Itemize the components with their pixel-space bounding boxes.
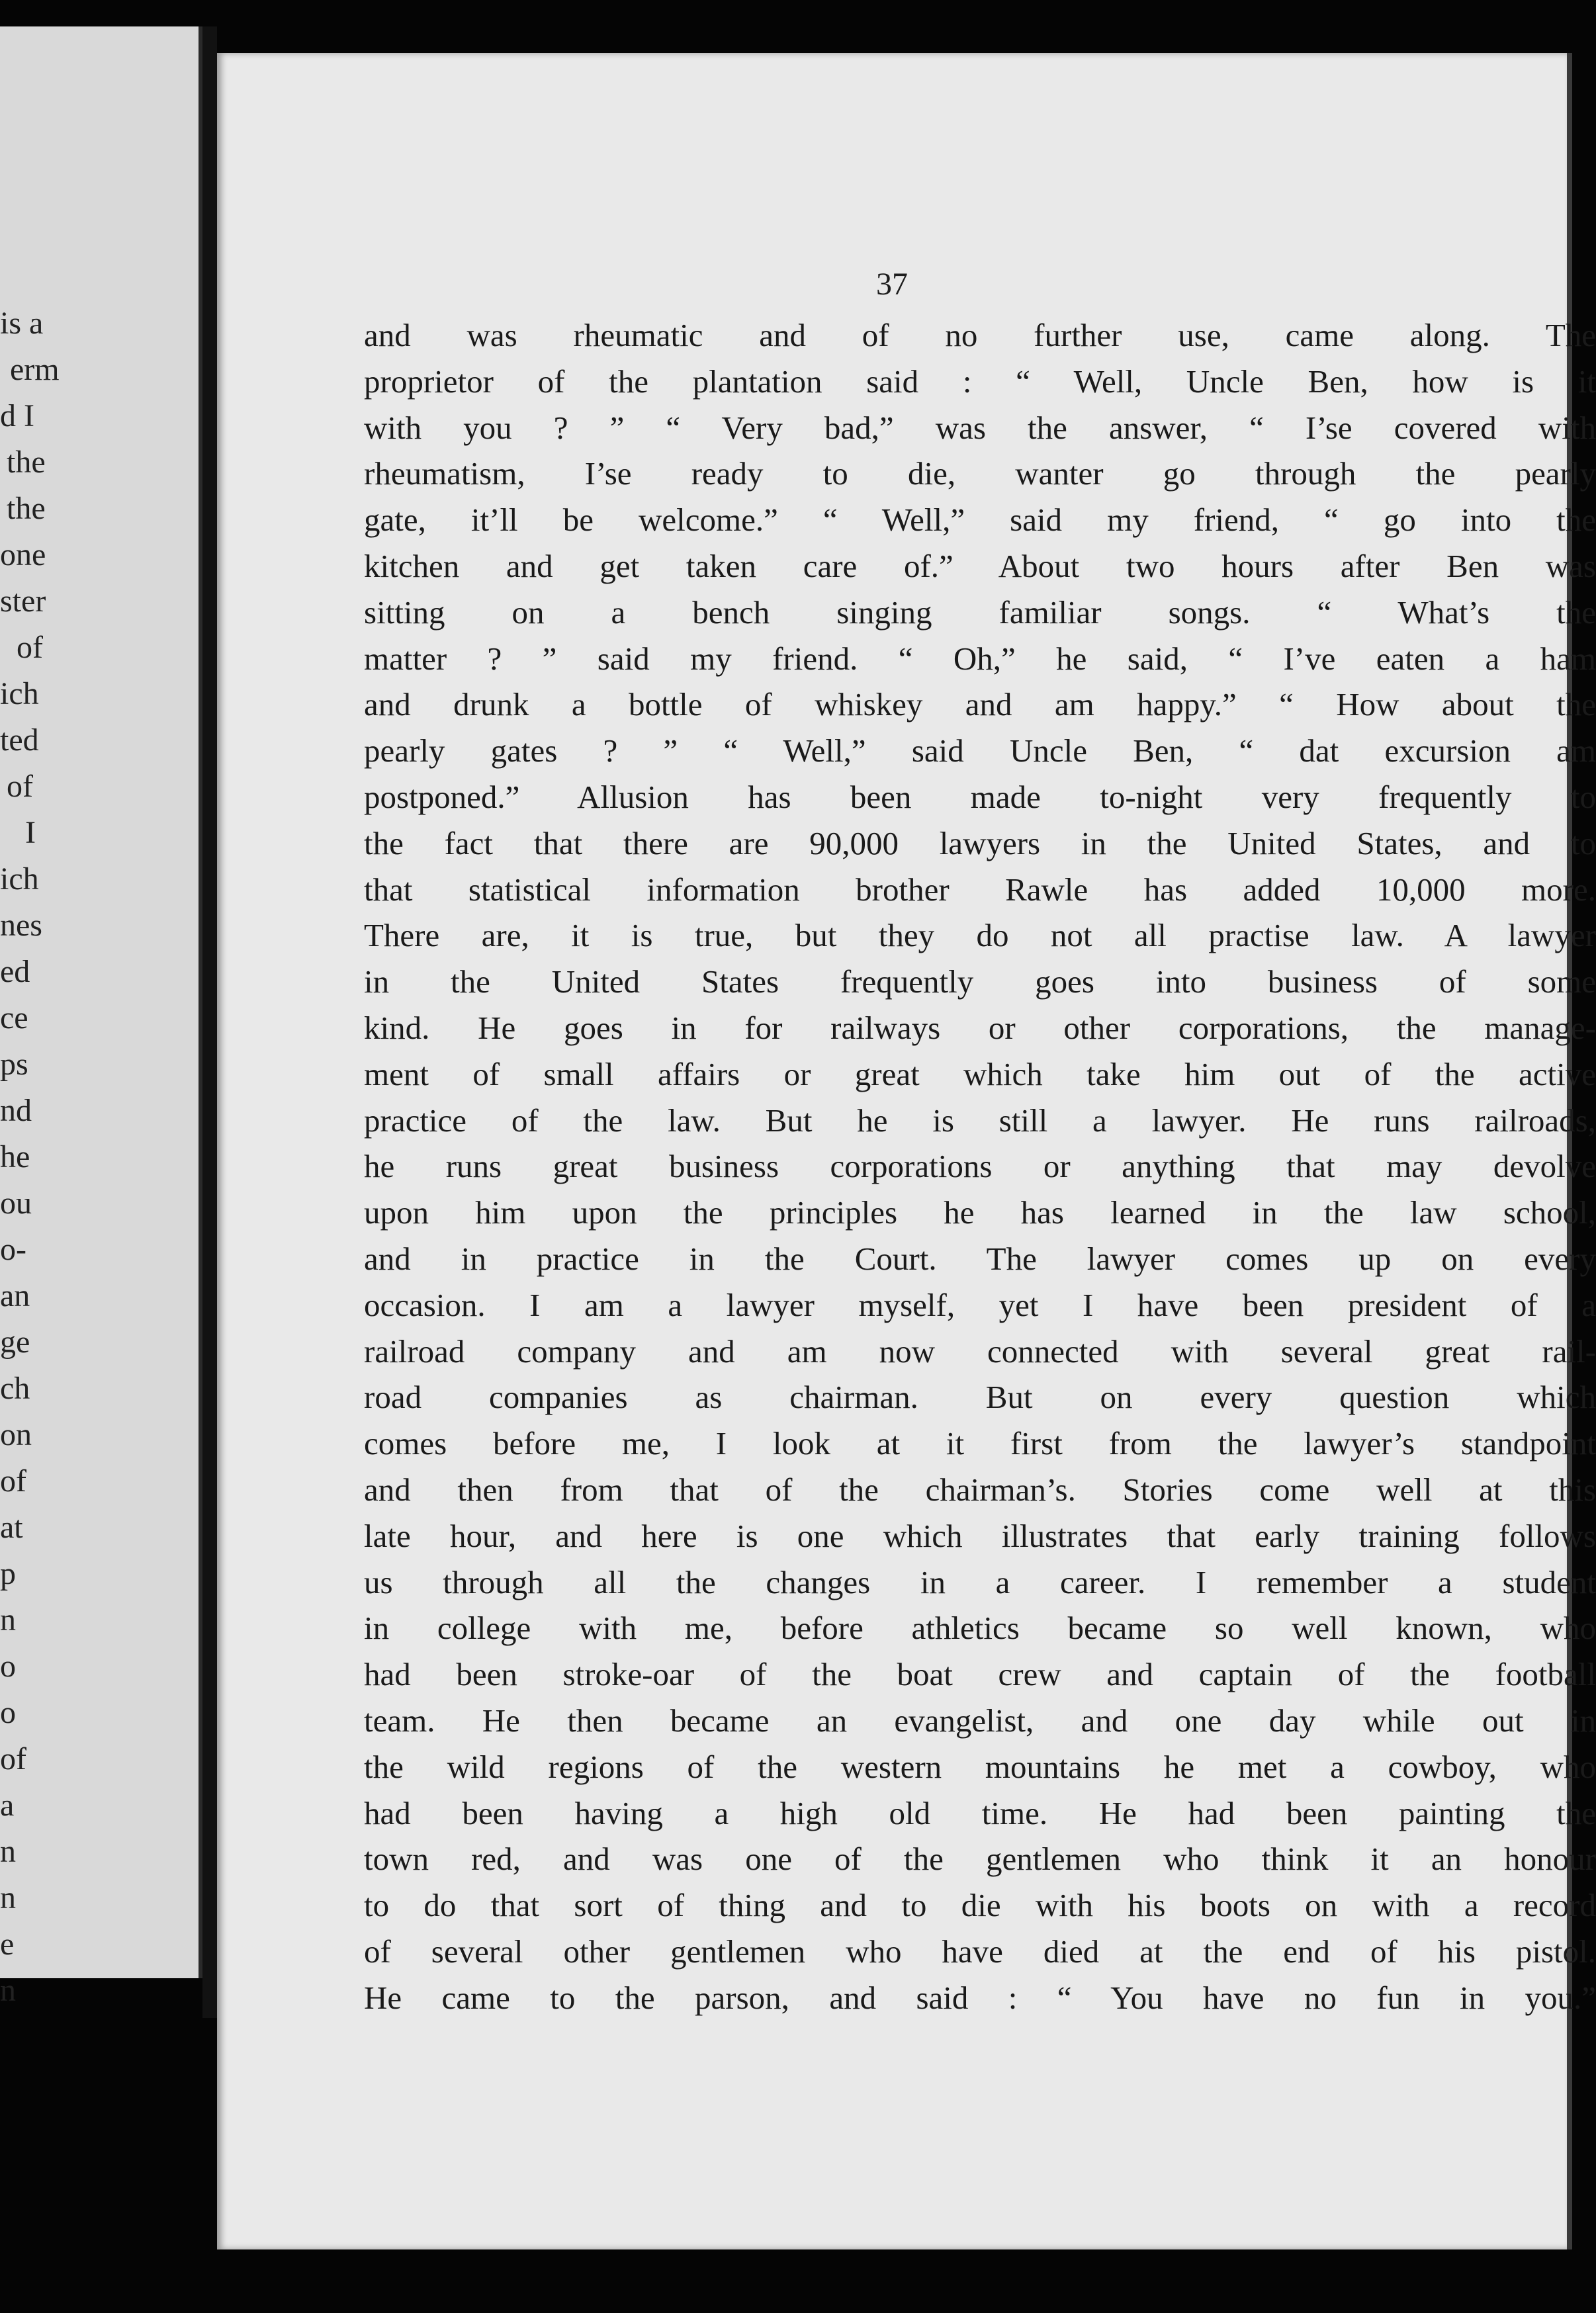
- text-line: to do that sort of thing and to die with his boots on with a record: [364, 1887, 1596, 1924]
- text-line: in the United States frequently goes into business of some: [364, 963, 1596, 1000]
- page: [217, 53, 1596, 2249]
- text-line: and in practice in the Court. The lawyer comes up on every: [364, 1240, 1596, 1277]
- left-page-fragment: of: [0, 1741, 26, 1776]
- left-page-fragment: a: [0, 1788, 15, 1823]
- text-line: team. He then became an evangelist, and one day while out in: [364, 1702, 1596, 1739]
- left-page-fragment: e: [0, 1927, 15, 1962]
- left-page-fragment: o-: [0, 1232, 26, 1267]
- left-page-fragment: he: [0, 1139, 30, 1174]
- text-line: proprietor of the plantation said : “ Well, Uncle Ben, how is it: [364, 363, 1596, 400]
- left-page-fragment: at: [0, 1510, 23, 1545]
- left-page-fragment: nes: [0, 908, 42, 943]
- left-page-fragment: the: [7, 491, 46, 526]
- text-line: matter ? ” said my friend. “ Oh,” he said, “ I’ve eaten a ham: [364, 640, 1596, 677]
- text-line: sitting on a bench singing familiar songs. “ What’s the: [364, 593, 1596, 631]
- left-page-fragment: ich: [0, 676, 39, 711]
- text-line: upon him upon the principles he has learned in the law school,: [364, 1194, 1596, 1231]
- text-line: had been stroke-oar of the boat crew and captain of the football: [364, 1656, 1596, 1693]
- previous-page: [0, 26, 202, 2008]
- left-page-fragment: ed: [0, 954, 30, 989]
- left-page-fragment: n: [0, 1834, 16, 1869]
- text-line: ment of small affairs or great which take him out of the active: [364, 1055, 1596, 1092]
- left-page-fragment: an: [0, 1278, 30, 1313]
- left-page-fragment: ster: [0, 584, 46, 619]
- text-line: late hour, and here is one which illustrates that early training follows: [364, 1517, 1596, 1554]
- text-line: comes before me, I look at it first from the lawyer’s standpoint: [364, 1425, 1596, 1462]
- left-page-fragment: nd: [0, 1093, 32, 1128]
- left-page-fragment: n: [0, 1973, 16, 2008]
- text-line: railroad company and am now connected with several great rail-: [364, 1332, 1596, 1370]
- text-line: There are, it is true, but they do not all practise law. A lawyer: [364, 917, 1596, 954]
- left-page-fragment: on: [0, 1417, 32, 1452]
- text-line: gate, it’ll be welcome.” “ Well,” said my friend, “ go into the: [364, 502, 1596, 539]
- text-line: with you ? ” “ Very bad,” was the answer, “ I’se covered with: [364, 409, 1596, 446]
- text-line: and then from that of the chairman’s. Stories come well at this: [364, 1471, 1596, 1508]
- text-line: practice of the law. But he is still a lawyer. He runs railroads,: [364, 1102, 1596, 1139]
- left-page-fragment: of: [7, 769, 33, 804]
- text-line: town red, and was one of the gentlemen who think it an honour: [364, 1841, 1596, 1878]
- left-page-fragment: I: [25, 815, 36, 850]
- text-line: in college with me, before athletics became so well known, who: [364, 1610, 1596, 1647]
- left-page-fragment: the: [7, 445, 46, 480]
- left-page-fragment: ou: [0, 1186, 32, 1221]
- left-page-fragment: n: [0, 1602, 16, 1637]
- left-page-fragment: p: [0, 1556, 16, 1591]
- left-page-fragment: ted: [0, 722, 39, 758]
- left-page-fragment: d I: [0, 398, 34, 433]
- text-line: had been having a high old time. He had been painting the: [364, 1794, 1596, 1831]
- text-line: and was rheumatic and of no further use, came along. The: [364, 317, 1596, 353]
- left-page-fragment: ps: [0, 1047, 28, 1082]
- text-line: rheumatism, I’se ready to die, wanter go through the pearly: [364, 455, 1596, 492]
- left-page-fragment: erm: [10, 352, 60, 387]
- text-line: he runs great business corporations or anything that may devolve: [364, 1148, 1596, 1185]
- text-line: kitchen and get taken care of.” About two hours after Ben was: [364, 547, 1596, 584]
- left-page-fragment: of: [0, 1463, 26, 1499]
- left-page-fragment: o: [0, 1695, 16, 1730]
- text-line: us through all the changes in a career. I remember a student: [364, 1563, 1596, 1600]
- text-line: kind. He goes in for railways or other corporations, the manage-: [364, 1009, 1596, 1046]
- left-page-fragment: ce: [0, 1000, 28, 1035]
- body-text: [364, 312, 1596, 2021]
- text-line: occasion. I am a lawyer myself, yet I have been president of a: [364, 1286, 1596, 1323]
- text-line: road companies as chairman. But on every question which: [364, 1379, 1596, 1416]
- book-gutter: [202, 26, 217, 2018]
- text-line: postponed.” Allusion has been made to-night very frequently to: [364, 778, 1596, 815]
- text-line: the wild regions of the western mountains he met a cowboy, who: [364, 1748, 1596, 1785]
- text-line: of several other gentlemen who have died at the end of his pistol.: [364, 1933, 1596, 1970]
- text-line: pearly gates ? ” “ Well,” said Uncle Ben, “ dat excursion am: [364, 732, 1596, 769]
- left-page-fragment: is a: [0, 306, 44, 341]
- text-line: the fact that there are 90,000 lawyers in the United States, and to: [364, 824, 1596, 861]
- left-page-fragment: ge: [0, 1325, 30, 1360]
- left-page-fragment: of: [17, 630, 43, 665]
- text-line: that statistical information brother Rawle has added 10,000 more.: [364, 871, 1596, 908]
- text-line: He came to the parson, and said : “ You have no fun in you.”: [364, 1979, 1596, 2016]
- left-page-fragment: one: [0, 537, 46, 572]
- left-page-fragment: ch: [0, 1371, 30, 1406]
- text-line: and drunk a bottle of whiskey and am happy.” “ How about the: [364, 686, 1596, 723]
- left-page-fragment: n: [0, 1880, 16, 1915]
- left-page-fragment: o: [0, 1649, 16, 1684]
- left-page-fragment: ich: [0, 861, 39, 896]
- page-number: 37: [876, 267, 908, 302]
